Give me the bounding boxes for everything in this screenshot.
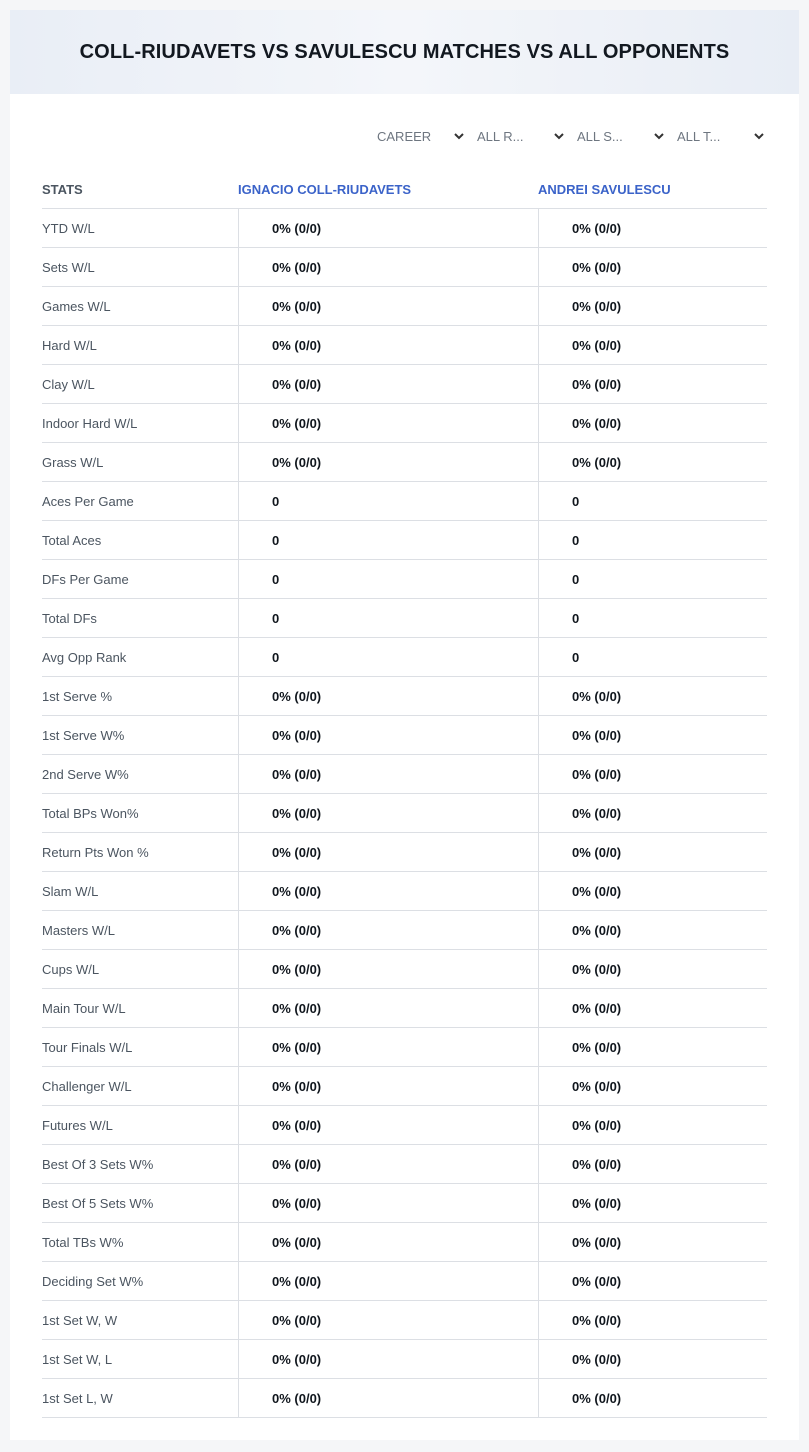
player1-value: 0% (0/0) <box>238 1340 538 1378</box>
player1-value: 0% (0/0) <box>238 794 538 832</box>
table-row <box>42 1067 767 1106</box>
stat-label: Grass W/L <box>42 454 104 470</box>
table-row <box>42 1340 767 1379</box>
table-row <box>42 209 767 248</box>
table-row <box>42 287 767 326</box>
player2-value: 0% (0/0) <box>538 1106 767 1144</box>
player2-value: 0% (0/0) <box>538 326 767 364</box>
chevron-down-icon <box>553 130 565 142</box>
player2-value: 0 <box>538 560 767 598</box>
player1-value: 0% (0/0) <box>238 1145 538 1183</box>
stat-label: Slam W/L <box>42 883 99 899</box>
stat-label: Tour Finals W/L <box>42 1039 133 1055</box>
stat-label: Hard W/L <box>42 337 97 353</box>
filter-bar <box>367 126 767 146</box>
stat-label: Games W/L <box>42 298 111 314</box>
player1-value: 0% (0/0) <box>238 1301 538 1339</box>
stat-label: Avg Opp Rank <box>42 649 127 665</box>
stat-label: Best Of 5 Sets W% <box>42 1195 154 1211</box>
player2-value: 0% (0/0) <box>538 794 767 832</box>
table-row <box>42 1184 767 1223</box>
stat-label: Futures W/L <box>42 1117 113 1133</box>
stat-label: Total BPs Won% <box>42 805 139 821</box>
table-row <box>42 560 767 599</box>
player1-value: 0 <box>238 482 538 520</box>
table-row <box>42 911 767 950</box>
table-row <box>42 1145 767 1184</box>
player1-value: 0% (0/0) <box>238 1262 538 1300</box>
player1-value: 0 <box>238 560 538 598</box>
player2-value: 0% (0/0) <box>538 911 767 949</box>
stat-label: Clay W/L <box>42 376 95 392</box>
player2-value: 0% (0/0) <box>538 833 767 871</box>
player2-column-header[interactable]: ANDREI SAVULESCU <box>538 181 671 197</box>
player1-value: 0% (0/0) <box>238 872 538 910</box>
stat-label: Total TBs W% <box>42 1234 124 1250</box>
table-row <box>42 248 767 287</box>
player1-value: 0% (0/0) <box>238 209 538 247</box>
filter-select-3[interactable] <box>667 126 767 146</box>
player1-value: 0% (0/0) <box>238 365 538 403</box>
player2-value: 0 <box>538 521 767 559</box>
filter-select-label: ALL R... <box>477 128 524 144</box>
chevron-down-icon <box>653 130 665 142</box>
stats-card <box>10 10 799 1440</box>
stat-label: Best Of 3 Sets W% <box>42 1156 154 1172</box>
player2-value: 0% (0/0) <box>538 1223 767 1261</box>
player1-value: 0% (0/0) <box>238 950 538 988</box>
page-header <box>10 10 799 94</box>
player1-value: 0% (0/0) <box>238 443 538 481</box>
filter-select-label: ALL S... <box>577 128 623 144</box>
player1-value: 0 <box>238 638 538 676</box>
player1-value: 0 <box>238 521 538 559</box>
table-row <box>42 833 767 872</box>
table-row <box>42 365 767 404</box>
table-header <box>42 170 767 208</box>
player1-value: 0% (0/0) <box>238 326 538 364</box>
player1-value: 0% (0/0) <box>238 1379 538 1417</box>
player1-value: 0% (0/0) <box>238 1184 538 1222</box>
player1-value: 0% (0/0) <box>238 677 538 715</box>
player1-value: 0% (0/0) <box>238 287 538 325</box>
player2-value: 0% (0/0) <box>538 1379 767 1417</box>
player1-value: 0% (0/0) <box>238 833 538 871</box>
filter-select-label: ALL T... <box>677 128 721 144</box>
player2-value: 0% (0/0) <box>538 677 767 715</box>
player2-value: 0% (0/0) <box>538 950 767 988</box>
player2-value: 0% (0/0) <box>538 248 767 286</box>
table-row <box>42 599 767 638</box>
stat-label: Main Tour W/L <box>42 1000 126 1016</box>
player2-value: 0% (0/0) <box>538 404 767 442</box>
table-row <box>42 677 767 716</box>
player1-value: 0% (0/0) <box>238 1067 538 1105</box>
player2-value: 0% (0/0) <box>538 989 767 1027</box>
stat-label: YTD W/L <box>42 220 95 236</box>
table-row <box>42 950 767 989</box>
table-row <box>42 1262 767 1301</box>
player1-value: 0% (0/0) <box>238 404 538 442</box>
player2-value: 0% (0/0) <box>538 1067 767 1105</box>
stat-label: Sets W/L <box>42 259 95 275</box>
stat-label: Cups W/L <box>42 961 100 977</box>
player1-value: 0% (0/0) <box>238 1028 538 1066</box>
player1-value: 0% (0/0) <box>238 755 538 793</box>
stat-label: 1st Set W, L <box>42 1351 113 1367</box>
filter-select-1[interactable] <box>467 126 567 146</box>
stat-label: Deciding Set W% <box>42 1273 144 1289</box>
player2-value: 0% (0/0) <box>538 1340 767 1378</box>
player2-value: 0 <box>538 599 767 637</box>
table-row <box>42 1106 767 1145</box>
stat-label: Aces Per Game <box>42 493 134 509</box>
filter-select-label: CAREER <box>377 128 432 144</box>
chevron-down-icon <box>453 130 465 142</box>
filter-select-0[interactable] <box>367 126 467 146</box>
player2-value: 0% (0/0) <box>538 1028 767 1066</box>
page-title: COLL-RIUDAVETS VS SAVULESCU MATCHES VS ALL OPPONENTS <box>79 40 730 63</box>
stat-label: 2nd Serve W% <box>42 766 129 782</box>
player2-value: 0 <box>538 482 767 520</box>
player1-value: 0% (0/0) <box>238 911 538 949</box>
player2-value: 0% (0/0) <box>538 365 767 403</box>
stat-label: DFs Per Game <box>42 571 129 587</box>
stat-label: Total DFs <box>42 610 97 626</box>
stats-column-header: STATS <box>42 181 83 197</box>
player2-value: 0 <box>538 638 767 676</box>
player1-column-header[interactable]: IGNACIO COLL-RIUDAVETS <box>238 181 412 197</box>
table-row <box>42 638 767 677</box>
player1-value: 0% (0/0) <box>238 1106 538 1144</box>
table-row <box>42 443 767 482</box>
stat-label: Total Aces <box>42 532 102 548</box>
player1-value: 0% (0/0) <box>238 248 538 286</box>
stat-label: 1st Set L, W <box>42 1390 113 1406</box>
stat-label: Return Pts Won % <box>42 844 149 860</box>
table-row <box>42 989 767 1028</box>
player2-value: 0% (0/0) <box>538 1184 767 1222</box>
stat-label: 1st Serve W% <box>42 727 125 743</box>
player2-value: 0% (0/0) <box>538 209 767 247</box>
player2-value: 0% (0/0) <box>538 443 767 481</box>
table-row <box>42 326 767 365</box>
stat-label: Indoor Hard W/L <box>42 415 138 431</box>
table-row <box>42 872 767 911</box>
table-row <box>42 1379 767 1418</box>
player1-value: 0% (0/0) <box>238 989 538 1027</box>
table-row <box>42 404 767 443</box>
table-row <box>42 755 767 794</box>
player2-value: 0% (0/0) <box>538 755 767 793</box>
stat-label: Challenger W/L <box>42 1078 132 1094</box>
table-row <box>42 521 767 560</box>
table-row <box>42 482 767 521</box>
player1-value: 0 <box>238 599 538 637</box>
table-row <box>42 716 767 755</box>
stat-label: 1st Set W, W <box>42 1312 118 1328</box>
table-row <box>42 1301 767 1340</box>
stat-label: Masters W/L <box>42 922 115 938</box>
filter-select-2[interactable] <box>567 126 667 146</box>
player2-value: 0% (0/0) <box>538 872 767 910</box>
player2-value: 0% (0/0) <box>538 1145 767 1183</box>
stats-table-body <box>42 208 767 1418</box>
player1-value: 0% (0/0) <box>238 716 538 754</box>
player2-value: 0% (0/0) <box>538 1262 767 1300</box>
player2-value: 0% (0/0) <box>538 716 767 754</box>
table-row <box>42 1028 767 1067</box>
player2-value: 0% (0/0) <box>538 287 767 325</box>
table-row <box>42 794 767 833</box>
player2-value: 0% (0/0) <box>538 1301 767 1339</box>
table-row <box>42 1223 767 1262</box>
player1-value: 0% (0/0) <box>238 1223 538 1261</box>
chevron-down-icon <box>753 130 765 142</box>
stat-label: 1st Serve % <box>42 688 113 704</box>
